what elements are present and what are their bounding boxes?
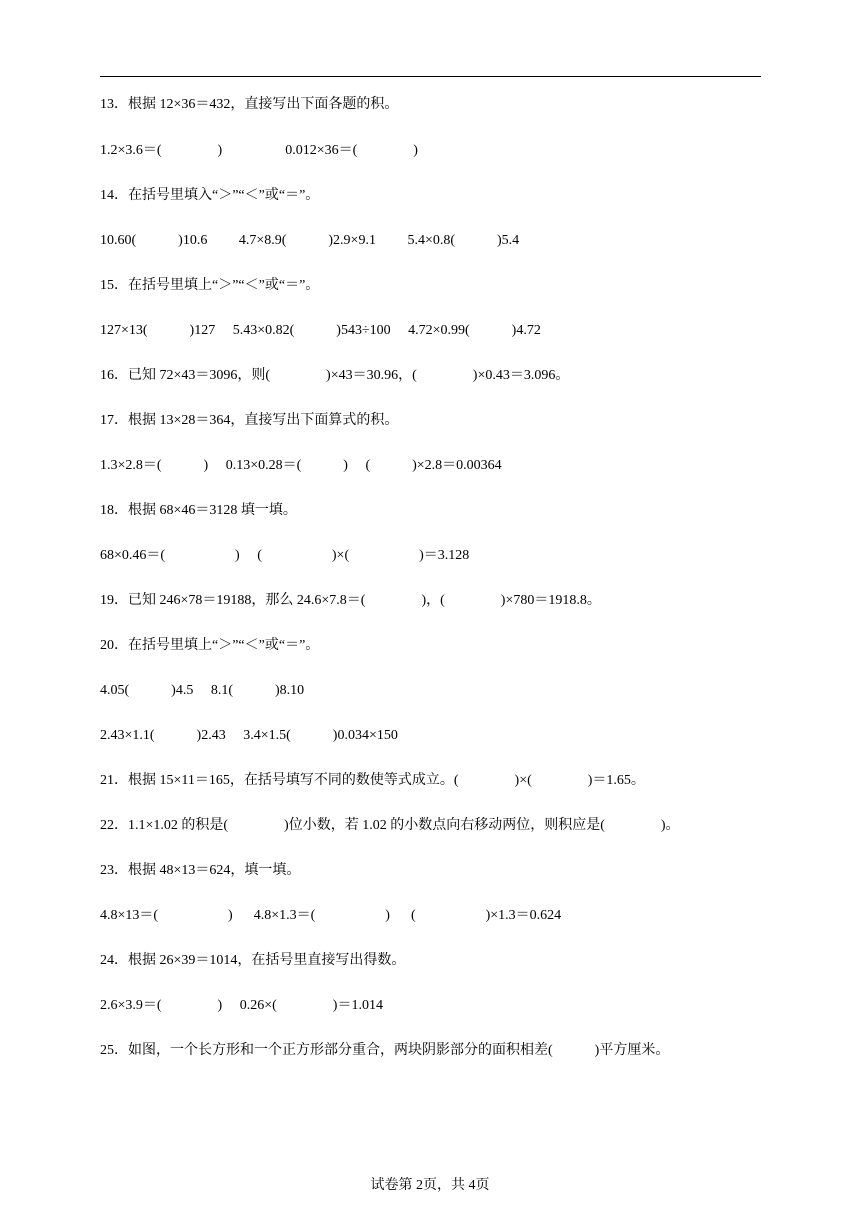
q24-stem: 24．根据 26×39＝1014，在括号里直接写出得数。: [100, 953, 406, 968]
q19-stem: 19．已知 246×78＝19188，那么 24.6×7.8＝( )，( )×780＝1918.8。: [100, 593, 601, 608]
q14-items: 10.60( )10.6 4.7×8.9( )2.9×9.1 5.4×0.8( )5.4: [100, 233, 520, 248]
q20-items-row2: 2.43×1.1( )2.43 3.4×1.5( )0.034×150: [100, 728, 398, 743]
q25-stem: 25．如图，一个长方形和一个正方形部分重合，两块阴影部分的面积相差( )平方厘米。: [100, 1043, 670, 1058]
q21-stem: 21．根据 15×11＝165，在括号填写不同的数使等式成立。( )×( )＝1.65。: [100, 773, 645, 788]
q15-items: 127×13( )127 5.43×0.82( )543÷100 4.72×0.99( )4.72: [100, 323, 541, 338]
q14-stem: 14．在括号里填入“＞”“＜”或“＝”。: [100, 188, 320, 203]
q24-items: 2.6×3.9＝( ) 0.26×( )＝1.014: [100, 998, 383, 1013]
q13-stem: 13．根据 12×36＝432，直接写出下面各题的积。: [100, 97, 399, 112]
q18-stem: 18．根据 68×46＝3128 填一填。: [100, 503, 297, 518]
q23-stem: 23．根据 48×13＝624，填一填。: [100, 863, 301, 878]
header-rule: [100, 76, 761, 77]
q13-items: 1.2×3.6＝( ) 0.012×36＝( ): [100, 143, 418, 158]
q23-items: 4.8×13＝( ) 4.8×1.3＝( ) ( )×1.3＝0.624: [100, 908, 562, 923]
q17-items: 1.3×2.8＝( ) 0.13×0.28＝( ) ( )×2.8＝0.00364: [100, 458, 502, 473]
q20-items-row1: 4.05( )4.5 8.1( )8.10: [100, 683, 305, 698]
q18-items: 68×0.46＝( ) ( )×( )＝3.128: [100, 548, 470, 563]
q22-stem: 22．1.1×1.02 的积是( )位小数，若 1.02 的小数点向右移动两位，则积应是( )。: [100, 818, 680, 833]
q17-stem: 17．根据 13×28＝364，直接写出下面算式的积。: [100, 413, 399, 428]
q15-stem: 15．在括号里填上“＞”“＜”或“＝”。: [100, 278, 320, 293]
q20-stem: 20．在括号里填上“＞”“＜”或“＝”。: [100, 638, 320, 653]
q16-stem: 16．已知 72×43＝3096，则( )×43＝30.96，( )×0.43＝3.096。: [100, 368, 570, 383]
page-footer: 试卷第 2页，共 4页: [370, 1178, 490, 1193]
